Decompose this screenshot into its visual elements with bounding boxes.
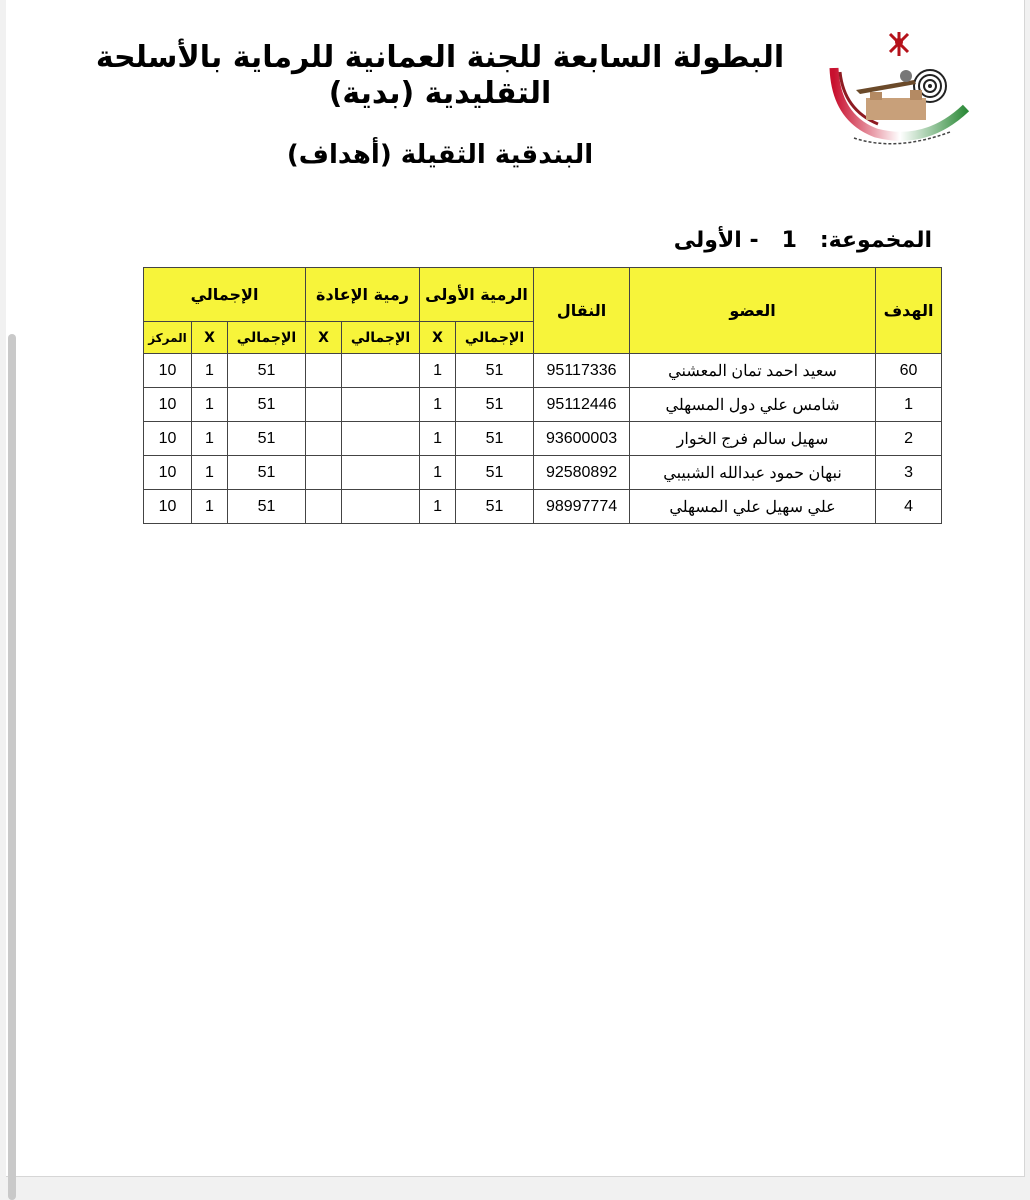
cell-x: 1 (192, 422, 228, 456)
cell-x: 1 (192, 388, 228, 422)
cell-target: 4 (876, 490, 942, 524)
cell-mobile: 95112446 (534, 388, 630, 422)
cell-mobile: 92580892 (534, 456, 630, 490)
vertical-scrollbar[interactable] (8, 334, 16, 1200)
results-table (143, 267, 942, 524)
cell-x: 1 (192, 354, 228, 388)
cell-first-x: 1 (420, 456, 456, 490)
cell-repeat-total (342, 354, 420, 388)
group-number: 1 (781, 228, 797, 253)
cell-rank: 10 (144, 456, 192, 490)
cell-target: 3 (876, 456, 942, 490)
cell-mobile: 95117336 (534, 354, 630, 388)
header-first-shot: الرمية الأولى (420, 268, 534, 322)
header-repeat-total: الإجمالي (342, 322, 420, 354)
cell-total: 51 (228, 354, 306, 388)
cell-x: 1 (192, 456, 228, 490)
cell-repeat-total (342, 422, 420, 456)
table-row (144, 490, 942, 524)
document-page (6, 0, 1025, 1177)
cell-total: 51 (228, 456, 306, 490)
cell-first-total: 51 (456, 456, 534, 490)
table-row (144, 456, 942, 490)
cell-mobile: 93600003 (534, 422, 630, 456)
group-name: - الأولى (673, 228, 759, 253)
cell-first-total: 51 (456, 490, 534, 524)
cell-target: 60 (876, 354, 942, 388)
header-x: X (192, 322, 228, 354)
cell-target: 1 (876, 388, 942, 422)
cell-rank: 10 (144, 354, 192, 388)
header-first-total: الإجمالي (456, 322, 534, 354)
cell-first-total: 51 (456, 422, 534, 456)
cell-rank: 10 (144, 422, 192, 456)
cell-first-total: 51 (456, 388, 534, 422)
cell-rank: 10 (144, 490, 192, 524)
cell-first-x: 1 (420, 354, 456, 388)
table-row (144, 354, 942, 388)
header-target: الهدف (876, 268, 942, 354)
cell-repeat-total (342, 490, 420, 524)
cell-repeat-x (306, 388, 342, 422)
cell-total: 51 (228, 388, 306, 422)
header-repeat-x: X (306, 322, 342, 354)
cell-repeat-x (306, 422, 342, 456)
cell-name: سهيل سالم فرج الخوار (630, 422, 876, 456)
cell-first-total: 51 (456, 354, 534, 388)
cell-name: علي سهيل علي المسهلي (630, 490, 876, 524)
cell-repeat-x (306, 456, 342, 490)
cell-name: شامس علي دول المسهلي (630, 388, 876, 422)
cell-repeat-x (306, 490, 342, 524)
cell-rank: 10 (144, 388, 192, 422)
committee-logo-icon (826, 28, 972, 148)
table-row (144, 388, 942, 422)
header-first-x: X (420, 322, 456, 354)
group-label: المخموعة: (819, 228, 932, 253)
table-row (144, 422, 942, 456)
header-total-group: الإجمالي (144, 268, 306, 322)
cell-first-x: 1 (420, 388, 456, 422)
cell-repeat-total (342, 388, 420, 422)
cell-repeat-x (306, 354, 342, 388)
header-total: الإجمالي (228, 322, 306, 354)
header-rank: المركز (144, 322, 192, 354)
cell-total: 51 (228, 490, 306, 524)
cell-repeat-total (342, 456, 420, 490)
header-mobile: النقال (534, 268, 630, 354)
cell-mobile: 98997774 (534, 490, 630, 524)
cell-name: نبهان حمود عبدالله الشبيبي (630, 456, 876, 490)
cell-x: 1 (192, 490, 228, 524)
header-repeat-shot: رمية الإعادة (306, 268, 420, 322)
group-heading (674, 228, 932, 253)
page-title: البطولة السابعة للجنة العمانية للرماية بالأسلحة التقليدية (بدية) (95, 40, 785, 111)
page-subtitle: البندقية الثقيلة (أهداف) (286, 140, 594, 170)
cell-total: 51 (228, 422, 306, 456)
header-member: العضو (630, 268, 876, 354)
cell-name: سعيد احمد تمان المعشني (630, 354, 876, 388)
cell-target: 2 (876, 422, 942, 456)
cell-first-x: 1 (420, 422, 456, 456)
cell-first-x: 1 (420, 490, 456, 524)
